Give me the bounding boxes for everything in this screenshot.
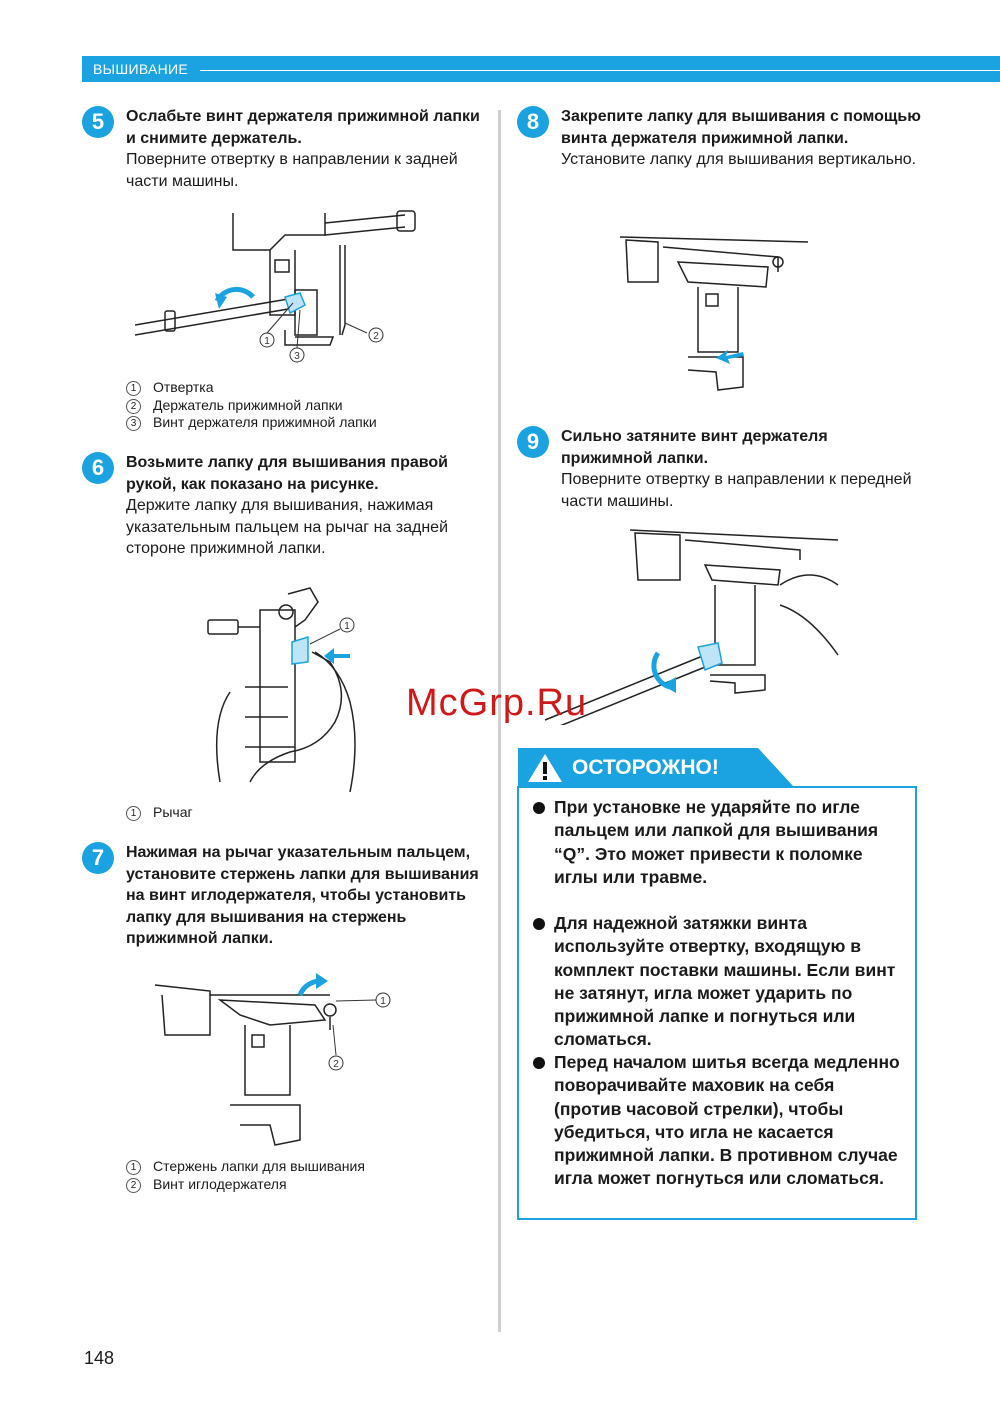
svg-text:2: 2 bbox=[333, 1059, 339, 1070]
section-title: ВЫШИВАНИЕ bbox=[93, 61, 189, 77]
bullet-icon bbox=[533, 802, 545, 814]
watermark: McGrp.Ru bbox=[406, 682, 588, 724]
legend-step-5 bbox=[126, 379, 377, 432]
step-number: 6 bbox=[82, 452, 114, 484]
step-description: Поверните отвертку в направлении к задней части машины. bbox=[126, 151, 458, 190]
legend-step-7 bbox=[126, 1158, 365, 1193]
step-9 bbox=[526, 426, 921, 512]
svg-text:1: 1 bbox=[380, 996, 386, 1007]
bullet-icon bbox=[533, 918, 545, 930]
step-description: Держите лапку для вышивания, нажимая указательным пальцем на рычаг на задней стороне прижимной лапки. bbox=[126, 497, 448, 557]
step-title: Ослабьте винт держателя прижимной лапки и снимите держатель. bbox=[126, 108, 480, 147]
page-number: 148 bbox=[84, 1348, 115, 1368]
bullet-icon bbox=[533, 1057, 545, 1069]
step-number: 7 bbox=[82, 842, 114, 874]
step-8 bbox=[526, 106, 921, 171]
legend-step-6 bbox=[126, 804, 193, 822]
step-6 bbox=[91, 452, 486, 560]
legend-item: 3 Винт держателя прижимной лапки bbox=[126, 414, 377, 432]
step-description: Установите лапку для вышивания вертикально. bbox=[561, 151, 917, 168]
svg-text:3: 3 bbox=[294, 351, 300, 362]
figure-attach-foot bbox=[150, 965, 400, 1160]
step-7 bbox=[91, 842, 486, 950]
caution-item: Перед началом шитья всегда медленно поворачивайте маховик на себя (против часовой стрелки), чтобы убедиться, что игла не касается прижимной лапки. В противном случае игла может погнуться или сломаться. bbox=[533, 1051, 903, 1191]
svg-text:2: 2 bbox=[373, 331, 379, 342]
section-header bbox=[82, 56, 1000, 82]
caution-item: При установке не ударяйте по игле пальцем или лапкой для вышивания “Q”. Это может привести к поломке иглы или травме. bbox=[533, 796, 903, 889]
legend-item: 2 Держатель прижимной лапки bbox=[126, 397, 377, 415]
step-title: Возьмите лапку для вышивания правой рукой, как показано на рисунке. bbox=[126, 454, 448, 493]
figure-remove-holder bbox=[135, 205, 425, 370]
svg-text:1: 1 bbox=[264, 336, 270, 347]
step-number: 5 bbox=[82, 106, 114, 138]
legend-item: 1 Стержень лапки для вышивания bbox=[126, 1158, 365, 1176]
step-description: Поверните отвертку в направлении к передней части машины. bbox=[561, 471, 912, 510]
figure-hold-foot bbox=[200, 582, 380, 797]
svg-text:1: 1 bbox=[344, 621, 350, 632]
legend-item: 1 Отвертка bbox=[126, 379, 377, 397]
figure-secure-foot bbox=[618, 232, 808, 392]
step-title: Нажимая на рычаг указательным пальцем, установите стержень лапки для вышивания на винт иглодержателя, чтобы установить лапку для вышивания на стержень прижимной лапки. bbox=[126, 844, 479, 947]
step-number: 8 bbox=[517, 106, 549, 138]
legend-item: 1 Рычаг bbox=[126, 804, 193, 822]
caution-title: ОСТОРОЖНО! bbox=[572, 756, 719, 779]
step-number: 9 bbox=[517, 426, 549, 458]
step-5 bbox=[91, 106, 486, 192]
step-title: Закрепите лапку для вышивания с помощью винта держателя прижимной лапки. bbox=[561, 108, 921, 147]
legend-item: 2 Винт иглодержателя bbox=[126, 1176, 365, 1194]
header-rule bbox=[200, 70, 1000, 71]
caution-item: Для надежной затяжки винта используйте отвертку, входящую в комплект поставки машины. Если винт не затянут, игла может ударить по прижимной лапке и погнуться или сломаться. bbox=[533, 912, 903, 1052]
caution-box bbox=[517, 786, 917, 1220]
step-title: Сильно затяните винт держателя прижимной лапки. bbox=[561, 428, 828, 467]
